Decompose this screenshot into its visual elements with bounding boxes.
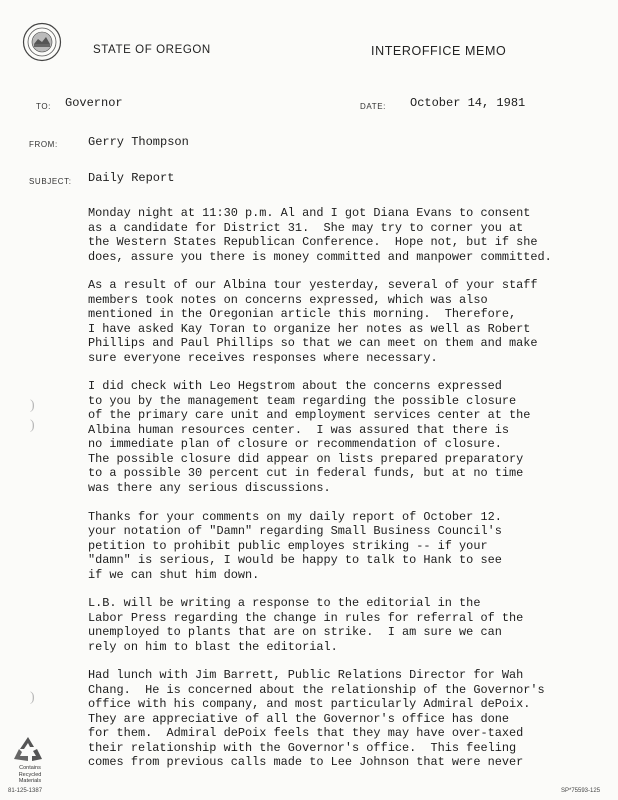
from-label: FROM: — [29, 140, 58, 149]
date-label: DATE: — [360, 102, 386, 111]
recycle-caption — [10, 765, 50, 785]
form-number-right: SP*75593-125 — [561, 788, 601, 794]
body-line: L.B. will be writing a response to the editorial in the — [88, 596, 481, 611]
paragraph — [88, 206, 608, 264]
body-line: to a possible 30 percent cut in federal funds, but at no time — [88, 466, 524, 481]
margin-mark: ) — [30, 690, 35, 705]
form-number-left: 81-125-1387 — [8, 788, 43, 794]
paragraph — [88, 379, 608, 495]
body-line: Had lunch with Jim Barrett, Public Relations Director for Wah — [88, 668, 524, 683]
body-line: rely on him to blast the editorial. — [88, 639, 338, 654]
paragraph — [88, 510, 608, 583]
body-line: petition to prohibit public employes striking -- if your — [88, 538, 488, 553]
body-line: mentioned in the Oregonian article this morning. Therefore, — [88, 307, 517, 322]
body-line: of the primary care unit and employment services center at the — [88, 408, 531, 423]
body-line: to you by the management team regarding the possible closure — [88, 393, 517, 408]
recycle-line: Recycled — [18, 771, 42, 778]
body-line: Albina human resources center. I was assured that there is — [88, 422, 509, 437]
from-value: Gerry Thompson — [88, 135, 189, 149]
body-line: Thanks for your comments on my daily report of October 12. — [88, 509, 502, 524]
body-line: sure everyone receives responses where necessary. — [88, 350, 438, 365]
body-line: your notation of "Damn" regarding Small Business Council's — [88, 524, 502, 539]
to-value: Governor — [65, 96, 123, 110]
body-line: Monday night at 11:30 p.m. Al and I got Diana Evans to consent — [88, 206, 531, 220]
memo-type-header: INTEROFFICE MEMO — [371, 44, 507, 58]
memo-body — [88, 206, 608, 784]
body-line: comes from previous calls made to Lee Johnson that were never — [88, 755, 524, 770]
state-seal-icon — [22, 22, 62, 62]
body-line: "damn" is serious, I would be happy to talk to Hank to see — [88, 553, 502, 568]
body-line: As a result of our Albina tour yesterday, several of your staff — [88, 278, 538, 293]
body-line: I have asked Kay Toran to organize her notes as well as Robert — [88, 321, 531, 336]
body-line: Chang. He is concerned about the relationship of the Governor's — [88, 682, 545, 697]
body-line: They are appreciative of all the Governor's office has done — [88, 711, 509, 726]
paragraph — [88, 596, 608, 654]
body-line: Phillips and Paul Phillips so that we can meet on them and make — [88, 336, 538, 351]
body-line: their relationship with the Governor's office. This feeling — [88, 740, 517, 755]
body-line: as a candidate for District 31. She may try to corner you at — [88, 220, 524, 235]
body-line: office with his company, and most particularly Admiral dePoix. — [88, 697, 531, 712]
paragraph — [88, 668, 608, 770]
recycle-line: Contains — [19, 765, 41, 771]
paragraph — [88, 278, 608, 365]
date-value: October 14, 1981 — [410, 96, 526, 110]
subject-label: SUBJECT: — [29, 177, 72, 186]
body-line: members took notes on concerns expressed, which was also — [88, 292, 488, 307]
subject-value: Daily Report — [88, 171, 175, 185]
body-line: Labor Press regarding the change in rules for referral of the — [88, 610, 524, 625]
body-line: was there any serious discussions. — [88, 480, 331, 495]
body-line: no immediate plan of closure or recommendation of closure. — [88, 437, 502, 452]
body-line: does, assure you there is money committed and manpower committed. — [88, 249, 552, 264]
body-line: for them. Admiral dePoix feels that they may have over-taxed — [88, 726, 524, 741]
recycle-icon — [10, 735, 46, 763]
body-line: I did check with Leo Hegstrom about the concerns expressed — [88, 379, 502, 394]
recycle-line: Materials — [18, 778, 42, 784]
margin-mark: ) — [30, 398, 35, 413]
to-label: TO: — [36, 102, 51, 111]
body-line: The possible closure did appear on lists prepared preparatory — [88, 451, 524, 466]
state-header: STATE OF OREGON — [93, 44, 211, 56]
body-line: if we can shut him down. — [88, 567, 260, 582]
body-line: unemployed to plants that are on strike. I am sure we can — [88, 625, 502, 640]
body-line: the Western States Republican Conference. Hope not, but if she — [88, 235, 538, 249]
margin-mark: ) — [30, 418, 35, 433]
